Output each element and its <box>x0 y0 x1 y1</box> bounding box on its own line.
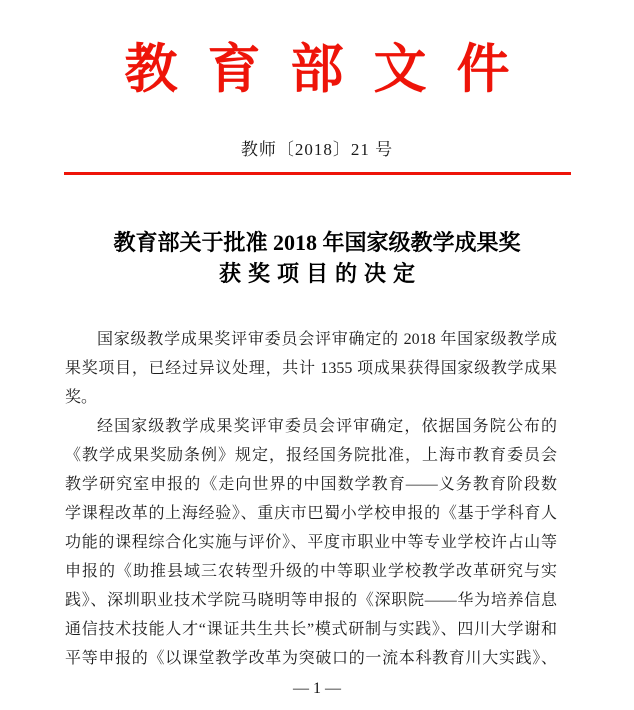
document-title-line1: 教育部关于批准 2018 年国家级教学成果奖 <box>113 230 521 255</box>
body-line: 教学研究室申报的《走向世界的中国数学教育——义务教育阶段数 <box>65 476 557 493</box>
body-line: 果奖项目，已经过异议处理，共计 1355 项成果获得国家级教学成果 <box>65 360 557 377</box>
letterhead-divider-line <box>64 172 571 175</box>
body-line: 经国家级教学成果奖评审委员会评审确定，依据国务院公布的 <box>97 418 557 435</box>
body-line: 《教学成果奖励条例》规定，报经国务院批准，上海市教育委员会 <box>65 447 557 464</box>
body-line: 国家级教学成果奖评审委员会评审确定的 2018 年国家级教学成 <box>97 331 557 348</box>
letterhead-agency-title: 教育部文件 <box>124 41 540 99</box>
document-title-line2: 获奖项目的决定 <box>218 261 422 286</box>
document-title <box>0 227 634 289</box>
body-line: 功能的课程综合化实施与评价》、平度市职业中等专业学校许占山等 <box>65 534 557 551</box>
body-line: 平等申报的《以课堂教学改革为突破口的一流本科教育川大实践》、 <box>65 650 557 667</box>
page-number: — 1 — <box>293 680 341 697</box>
body-line: 奖。 <box>65 389 98 406</box>
body-line: 学课程改革的上海经验》、重庆市巴蜀小学校申报的《基于学科育人 <box>65 505 557 522</box>
document-number: 教师〔2018〕21 号 <box>240 140 394 159</box>
body-line: 申报的《助推县域三农转型升级的中等职业学校教学改革研究与实 <box>65 563 557 580</box>
body-line: 践》、深圳职业技术学院马晓明等申报的《深职院——华为培养信息 <box>65 592 557 609</box>
document-body <box>65 325 557 673</box>
body-line: 通信技术技能人才“课证共生共长”模式研制与实践》、四川大学谢和 <box>65 621 557 638</box>
